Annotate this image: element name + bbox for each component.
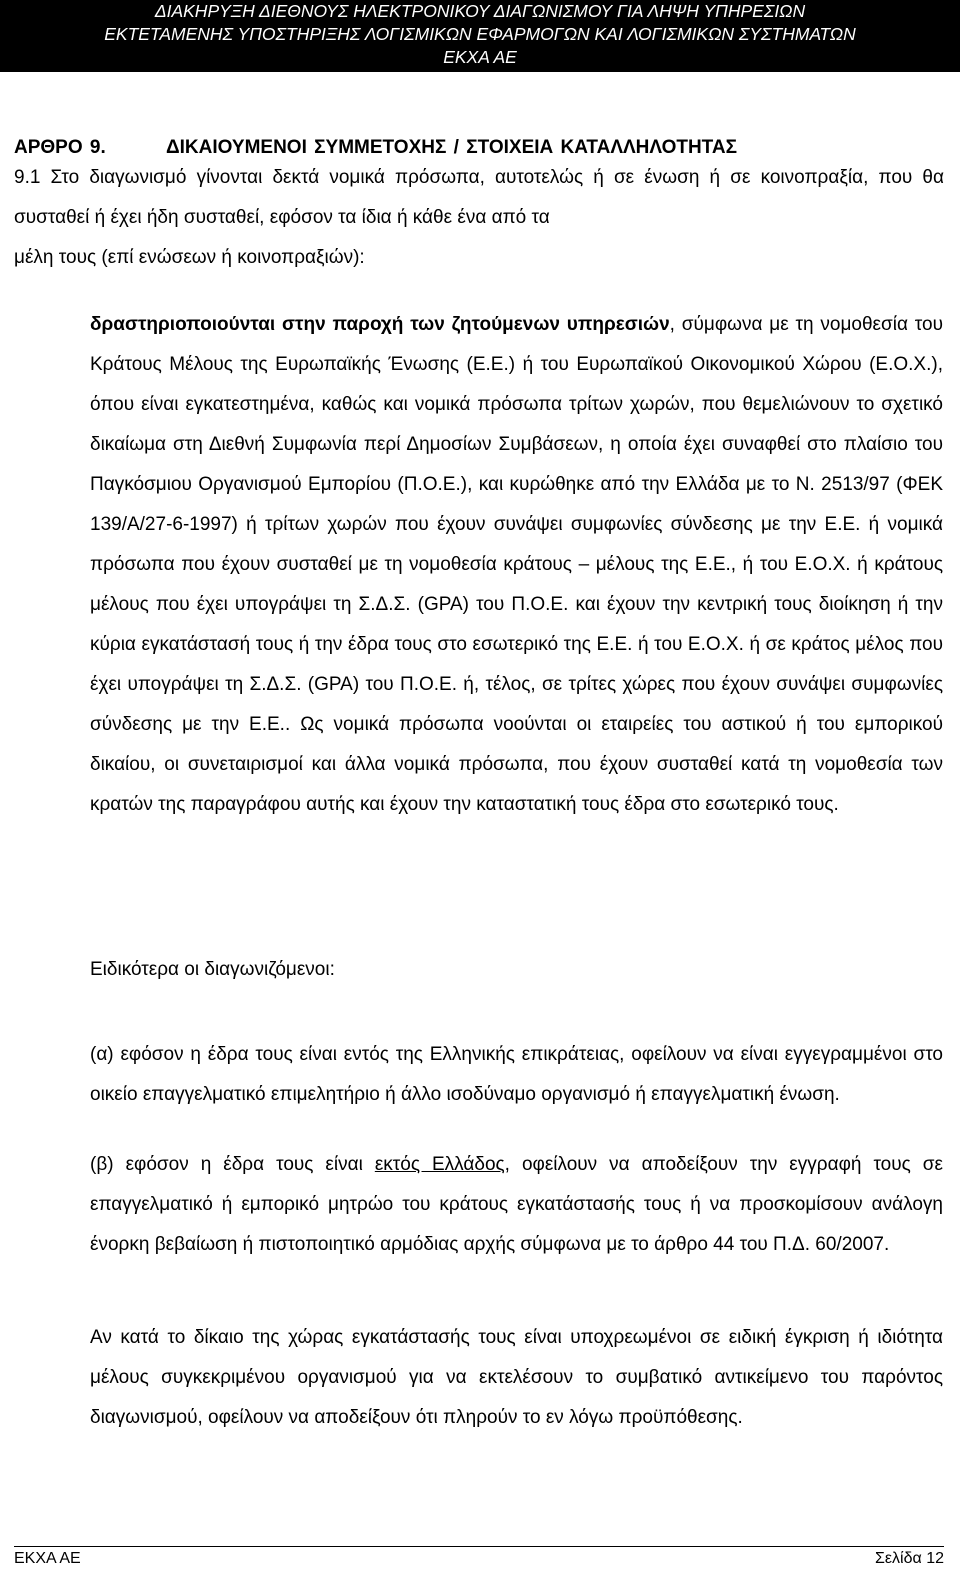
article-heading (14, 137, 737, 159)
paragraph-9-1-last-line: μέλη τους (επί ενώσεων ή κοινοπραξιών): (14, 247, 365, 268)
header-line-3: ΕΚΧΑ ΑΕ (443, 47, 517, 67)
article-number: ΑΡΘΡΟ 9. (14, 137, 106, 158)
paragraph-specifically: Ειδικότερα οι διαγωνιζόμενοι: (90, 959, 335, 980)
paragraph-b-rest: , οφείλουν να αποδείξουν την εγγραφή τους σε επαγγελματικό ή εμπορικό μητρώο του κράτους εγκατάστασής τους ή να προσκομίσουν ανάλογη ένορκη βεβαίωση ή πιστοποιητικό αρμόδιας αρχής σύμφωνα με το άρθρο 44 του Π.Δ. 60/2007. (90, 1154, 943, 1255)
paragraph-b-start: (β) εφόσον η έδρα τους είναι (90, 1154, 375, 1175)
footer-company: ΕΚΧΑ ΑΕ (14, 1550, 81, 1567)
article-title: ΔΙΚΑΙΟΥΜΕΝΟΙ ΣΥΜΜΕΤΟΧΗΣ / ΣΤΟΙΧΕΙΑ ΚΑΤΑΛΛΗΛΟΤΗΤΑΣ (166, 137, 737, 158)
paragraph-9-1-text: 9.1 Στο διαγωνισμό γίνονται δεκτά νομικά πρόσωπα, αυτοτελώς ή σε ένωση ή σε κοινοπραξία, που θα συσταθεί ή έχει ήδη συσταθεί, εφόσον τα ίδια ή κάθε ένα από τα (14, 167, 944, 228)
paragraph-9-1 (14, 158, 944, 278)
header-line-1: ΔΙΑΚΗΡΥΞΗ ΔΙΕΘΝΟΥΣ ΗΛΕΚΤΡΟΝΙΚΟΥ ΔΙΑΓΩΝΙΣΜΟΥ ΓΙΑ ΛΗΨΗ ΥΠΗΡΕΣΙΩΝ (154, 1, 806, 21)
paragraph-special-approval: Αν κατά το δίκαιο της χώρας εγκατάστασής τους είναι υποχρεωμένοι σε ειδική έγκριση ή ιδιότητα μέλους συγκεκριμένου οργανισμού για να εκτελέσουν το συμβατικό αντικείμενο του παρόντος διαγωνισμού, οφείλουν να αποδείξουν ότι πληρούν το εν λόγω προϋπόθεσης. (90, 1327, 943, 1428)
paragraph-b (90, 1145, 943, 1265)
eligibility-text: , σύμφωνα με τη νομοθεσία του Κράτους Μέλους της Ευρωπαϊκής Ένωσης (Ε.Ε.) ή του Ευρωπαϊκού Οικονομικού Χώρου (Ε.Ο.Χ.), όπου είναι εγκατεστημένα, καθώς και νομικά πρόσωπα τρίτων χωρών, που θεμελιώνουν το σχετικό δικαίωμα στη Διεθνή Συμφωνία περί Δημοσίων Συμβάσεων, η οποία έχει συναφθεί στο πλαίσιο του Παγκόσμιου Οργανισμού Εμπορίου (Π.Ο.Ε.), και κυρώθηκε από την Ελλάδα με το Ν. 2513/97 (ΦΕΚ 139/Α/27-6-1997) ή τρίτων χωρών που έχουν συνάψει συμφωνίες σύνδεσης με την Ε.Ε. ή νομικά πρόσωπα που έχουν συσταθεί με τη νομοθεσία κράτους – μέλους της Ε.Ε., ή του Ε.Ο.Χ. ή κράτους μέλους που έχει υπογράψει τη Σ.Δ.Σ. (GPA) του Π.Ο.Ε. και έχουν την κεντρική τους διοίκηση ή την κύρια εγκατάστασή τους ή την έδρα τους στο εσωτερικό της Ε.Ε. ή του Ε.Ο.Χ. ή σε κράτος μέλος που έχει υπογράψει τη Σ.Δ.Σ. (GPA) του Π.Ο.Ε. ή, τέλος, σε τρίτες χώρες που έχουν συνάψει συμφωνίες σύνδεσης με την Ε.Ε.. Ως νομικά πρόσωπα νοούνται οι εταιρείες του αστικού ή του εμπορικού δικαίου, οι συνεταιρισμοί και άλλα νομικά πρόσωπα, που έχουν συσταθεί κατά τη νομοθεσία των κρατών της παραγράφου αυτής και έχουν την καταστατική τους έδρα στο εσωτερικό τους. (90, 314, 943, 815)
paragraph-eligibility (90, 305, 943, 825)
header-line-2: ΕΚΤΕΤΑΜΕΝΗΣ ΥΠΟΣΤΗΡΙΞΗΣ ΛΟΓΙΣΜΙΚΩΝ ΕΦΑΡΜΟΓΩΝ ΚΑΙ ΛΟΓΙΣΜΙΚΩΝ ΣΥΣΤΗΜΑΤΩΝ (104, 24, 856, 44)
footer-divider (14, 1546, 944, 1547)
eligibility-bold-text: δραστηριοποιούνται στην παροχή των ζητούμενων υπηρεσιών (90, 314, 670, 335)
footer-page-number: Σελίδα 12 (875, 1550, 944, 1567)
paragraph-b-underlined: εκτός Ελλάδος (374, 1154, 505, 1175)
paragraph-a: (α) εφόσον η έδρα τους είναι εντός της Ελληνικής επικράτειας, οφείλουν να είναι εγγεγραμμένοι στο οικείο επαγγελματικό επιμελητήριο ή άλλο ισοδύναμο οργανισμό ή επαγγελματική ένωση. (90, 1044, 943, 1105)
document-header (0, 0, 960, 72)
